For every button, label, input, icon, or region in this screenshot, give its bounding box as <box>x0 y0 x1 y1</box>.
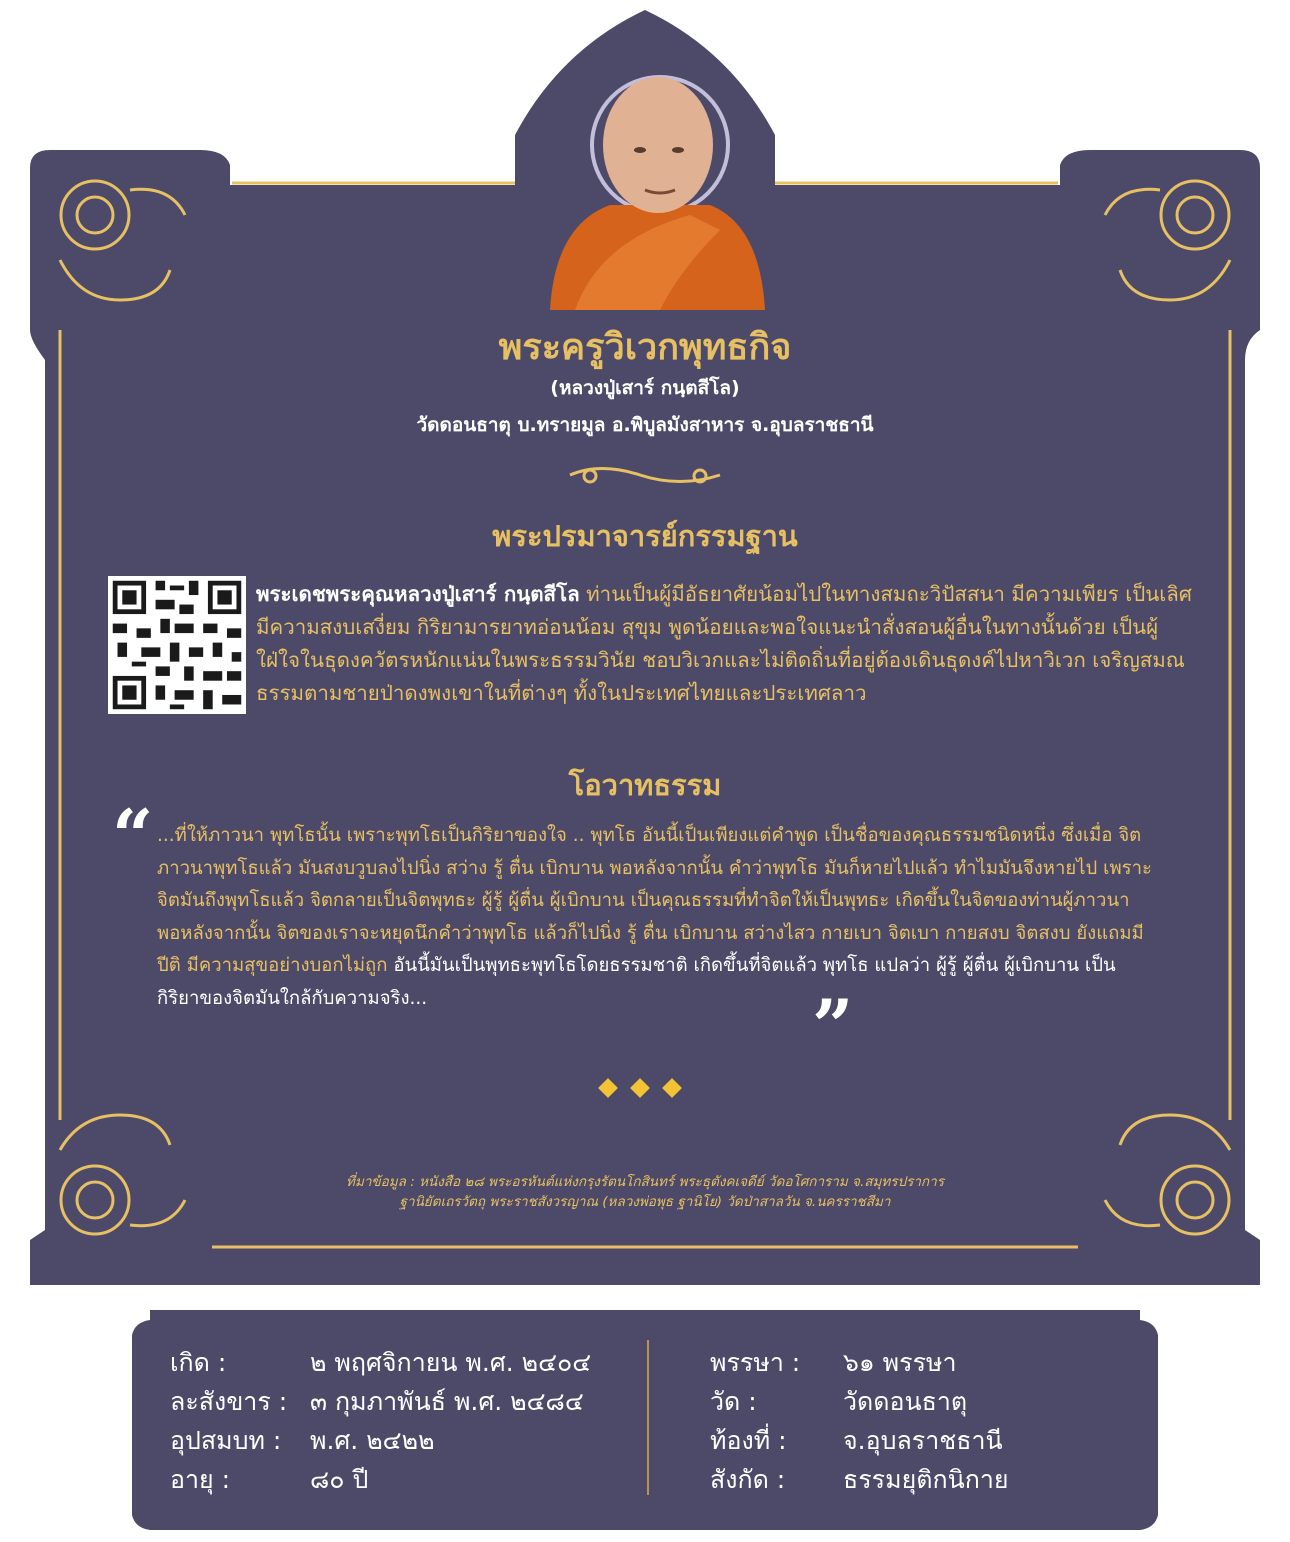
monk-alias: (หลวงปู่เสาร์ กนฺตสีโล) <box>550 377 740 399</box>
info-label-passed: ละสังขาร : <box>170 1387 288 1416</box>
info-label-temple: วัด : <box>710 1387 757 1416</box>
quote-open-icon: “ <box>112 793 154 878</box>
info-label-sect: สังกัด : <box>710 1465 786 1494</box>
info-label-ordained: อุปสมบท : <box>170 1426 282 1455</box>
source-line-1: ที่มาข้อมูล : หนังสือ ๒๘ พระอรหันต์แห่งกรุงรัตนโกสินทร์ พระธุตังคเจดีย์ วัดอโศการาม จ.สมุทรปราการ <box>346 1174 944 1190</box>
section-title-master: พระปรมาจารย์กรรมฐาน <box>492 519 798 553</box>
teaching-quote <box>157 820 1157 1015</box>
info-value-location: จ.อุบลราชธานี <box>843 1426 1003 1455</box>
quote-close-icon: ” <box>812 983 854 1068</box>
info-value-passed: ๓ กุมภาพันธ์ พ.ศ. ๒๔๘๔ <box>310 1387 584 1416</box>
info-value-temple: วัดดอนธาตุ <box>843 1387 968 1416</box>
info-value-vassa: ๖๑ พรรษา <box>843 1348 957 1377</box>
quote-text-part1: ...ที่ให้ภาวนา พุทโธนั้น เพราะพุทโธเป็นกิริยาของใจ .. พุทโธ อันนี้เป็นเพียงแต่คำพูด เป็นชื่อของคุณธรรมชนิดหนึ่ง ซึ่งเมื่อ จิตภาวนาพุทโธแล้ว มันสงบวูบลงไปนิ่ง สว่าง รู้ ตื่น เบิกบาน พอหลังจากนั้น คำว่าพุทโธ มันก็หายไปแล้ว ทำไมมันจึงหายไป เพราะจิตมันถึงพุทโธแล้ว จิตกลายเป็นจิตพุทธะ ผู้รู้ ผู้ตื่น ผู้เบิกบาน เป็นคุณธรรมที่ทำจิตให้เป็นพุทธะ เกิดขึ้นในจิตของท่านผู้ภาวนา พอหลังจากนั้น จิตของเราจะหยุดนึกคำว่าพุทโธ แล้วก็ไปนิ่ง รู้ ตื่น เบิกบาน สว่างไสว กายเบา จิตเบา กายสงบ จิตสงบ ยังแถมมีปีติ มีความสุขอย่างบอกไม่ถูก <box>157 825 1152 976</box>
temple-address: วัดดอนธาตุ บ.ทรายมูล อ.พิบูลมังสาหาร จ.อุบลราชธานี <box>416 414 874 436</box>
info-label-born: เกิด : <box>170 1348 227 1377</box>
info-label-age: อายุ : <box>170 1465 231 1494</box>
biography-lead: พระเดชพระคุณหลวงปู่เสาร์ กนฺตสีโล <box>256 582 580 606</box>
info-label-location: ท้องที่ : <box>710 1426 787 1455</box>
info-value-ordained: พ.ศ. ๒๔๒๒ <box>310 1426 435 1455</box>
info-label-vassa: พรรษา : <box>710 1348 801 1377</box>
quote-text-part2: อันนี้มันเป็นพุทธะพุทโธโดยธรรมชาติ เกิดขึ้นที่จิตแล้ว พุทโธ แปลว่า ผู้รู้ ผู้ตื่น ผู้เบิกบาน เป็นกิริยาของจิตมันใกล้กับความจริง... <box>157 955 1116 1009</box>
diamond-icon <box>598 1078 682 1098</box>
info-value-born: ๒ พฤศจิกายน พ.ศ. ๒๔๐๔ <box>310 1348 592 1377</box>
info-value-age: ๘๐ ปี <box>310 1465 369 1494</box>
qr-code[interactable] <box>108 576 246 714</box>
section-title-teaching: โอวาทธรรม <box>568 768 722 802</box>
biography-text: ท่านเป็นผู้มีอัธยาศัยน้อมไปในทางสมถะวิปัสสนา มีความเพียร เป็นเลิศมีความสงบเสงี่ยม กิริยามารยาทอ่อนน้อม สุขุม พูดน้อยและพอใจแนะนำสั่งสอนผู้อื่นในทางนั้นด้วย เป็นผู้ใฝ่ใจในธุดงควัตรหนักแน่นในพระธรรมวินัย ชอบวิเวกและไม่ติดถิ่นที่อยู่ต้องเดินธุดงค์ไปหาวิเวก เจริญสมณธรรมตามชายป่าดงพงเขาในที่ต่างๆ ทั้งในประเทศไทยและประเทศลาว <box>256 582 1192 705</box>
source-citation <box>0 1172 1290 1212</box>
info-value-sect: ธรรมยุติกนิกาย <box>843 1465 1009 1494</box>
biography-paragraph <box>256 578 1196 710</box>
monk-name-title: พระครูวิเวกพุทธกิจ <box>498 327 792 368</box>
source-line-2: ฐานิยัตเถรวัตถุ พระราชสังวรญาณ (หลวงพ่อพุธ ฐานิโย) วัดป่าสาลวัน จ.นครราชสีมา <box>399 1194 891 1210</box>
